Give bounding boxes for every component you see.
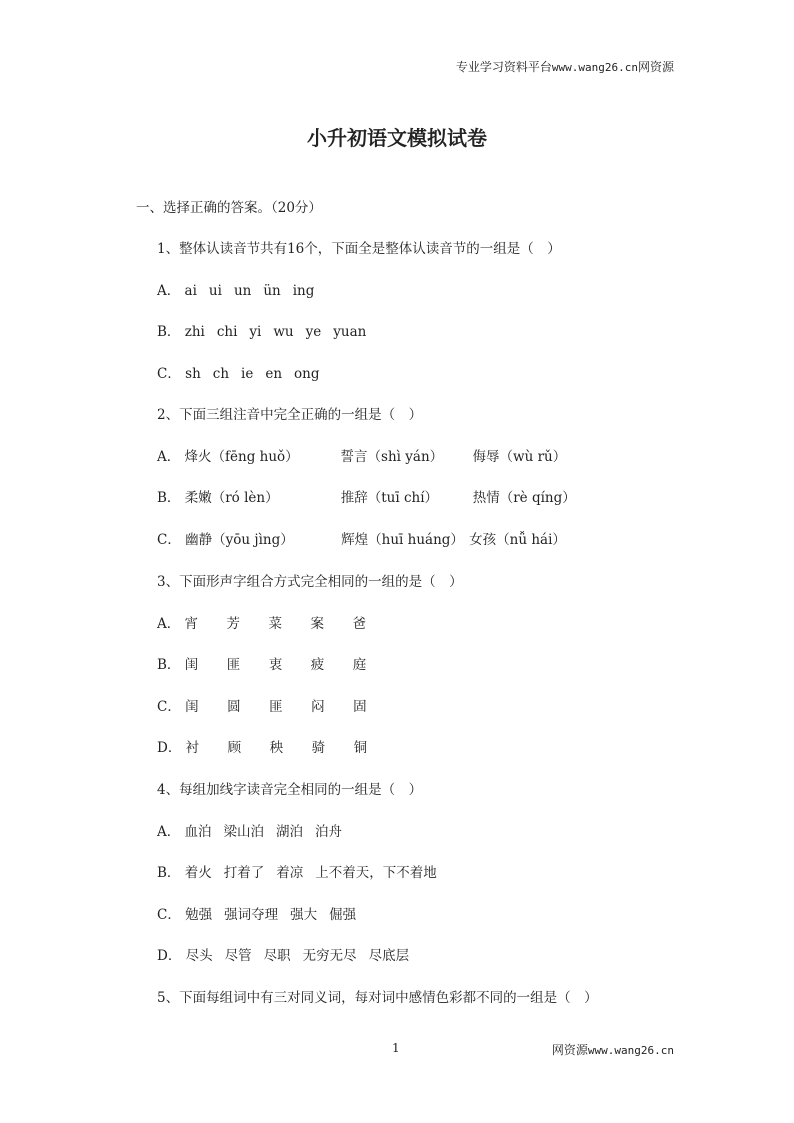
option-item: 尽管 xyxy=(224,948,252,964)
option-label: A． xyxy=(157,616,181,632)
option-item: en xyxy=(265,366,283,382)
option-item: 案 xyxy=(310,616,325,632)
option-item: 勉强 xyxy=(185,907,213,923)
option-item: 尽底层 xyxy=(368,948,410,964)
option-item: 闺 xyxy=(185,699,199,715)
header-url: www.wang26.cn xyxy=(551,61,638,74)
option-item: yi xyxy=(249,324,262,340)
header-suffix: 网资源 xyxy=(637,60,674,74)
option-item: ai xyxy=(184,283,197,299)
option-item: 强大 xyxy=(290,907,318,923)
question-2-option-b xyxy=(157,486,576,506)
option-item: sh xyxy=(185,366,201,382)
question-3-option-b xyxy=(157,653,395,673)
option-item: 泊舟 xyxy=(315,824,343,840)
option-item: 血泊 xyxy=(184,824,212,840)
option-item: 女孩（nǚ hái） xyxy=(469,532,566,548)
question-3-stem: 3、下面形声字组合方式完全相同的一组的是（ ） xyxy=(157,574,463,590)
question-4-option-a xyxy=(157,820,354,840)
option-item: ün xyxy=(263,283,281,299)
option-item: 闺 xyxy=(184,657,199,673)
header-prefix: 专业学习资料平台 xyxy=(455,60,552,74)
option-item: 尽职 xyxy=(263,948,291,964)
option-item: 着火 xyxy=(184,865,212,881)
question-4-stem: 4、每组加线字读音完全相同的一组是（ ） xyxy=(157,782,423,798)
option-item: 爸 xyxy=(352,616,367,632)
question-4-option-c xyxy=(157,903,368,923)
option-item: ong xyxy=(294,366,320,382)
option-item: 骑 xyxy=(311,740,326,756)
option-label: B． xyxy=(157,657,181,673)
question-4-option-d xyxy=(157,944,421,964)
option-label: B． xyxy=(157,324,181,340)
question-3-option-d xyxy=(157,736,396,756)
question-2-option-c xyxy=(157,528,566,548)
footer-url: www.wang26.cn xyxy=(587,1044,674,1057)
option-item: 菜 xyxy=(268,616,283,632)
question-1-option-b xyxy=(157,320,378,340)
option-item: 疲 xyxy=(310,657,325,673)
option-item: ui xyxy=(208,283,222,299)
option-item: 誓言（shì yán） xyxy=(340,449,444,465)
option-label: B． xyxy=(157,490,181,506)
option-label: A． xyxy=(157,449,181,465)
option-label: A． xyxy=(157,824,181,840)
option-label: B． xyxy=(157,865,181,881)
question-1-option-a xyxy=(157,279,326,299)
option-item: wu xyxy=(273,324,294,340)
question-2-stem: 2、下面三组注音中完全正确的一组是（ ） xyxy=(157,407,423,423)
option-item: 芳 xyxy=(226,616,241,632)
option-item: un xyxy=(233,283,252,299)
option-item: 幽静（yōu jìng） xyxy=(185,532,294,548)
page-header xyxy=(456,58,674,75)
option-item: 侮辱（wù rǔ） xyxy=(472,449,567,465)
option-item: 着凉 xyxy=(276,865,304,881)
option-item: 推辞（tuī chí） xyxy=(340,490,439,506)
question-2-option-a xyxy=(157,445,566,465)
option-item: 柔嫩（ró lèn） xyxy=(184,490,279,506)
option-item: 倔强 xyxy=(329,907,357,923)
option-item: zhi xyxy=(184,324,205,340)
question-3-option-c xyxy=(157,695,395,715)
option-item: 烽火（fēng huǒ） xyxy=(184,449,299,465)
option-item: 无穷无尽 xyxy=(302,948,357,964)
footer-prefix: 网资源 xyxy=(551,1043,588,1057)
option-label: D． xyxy=(157,948,182,964)
page-number: 1 xyxy=(392,1041,400,1055)
option-item: 宵 xyxy=(184,616,199,632)
page-footer xyxy=(552,1041,674,1058)
question-1-option-c xyxy=(157,362,332,382)
option-label: C． xyxy=(157,366,181,382)
page-title: 小升初语文模拟试卷 xyxy=(307,126,487,150)
option-item: ie xyxy=(241,366,254,382)
option-item: 秧 xyxy=(269,740,284,756)
section-heading: 一、选择正确的答案。（20分） xyxy=(136,200,322,216)
option-item: 衷 xyxy=(268,657,283,673)
option-item: chi xyxy=(216,324,238,340)
option-item: 匪 xyxy=(269,699,283,715)
question-5-stem: 5、下面每组词中有三对同义词，每对词中感情色彩都不同的一组是（ ） xyxy=(157,990,598,1006)
option-item: ye xyxy=(305,324,322,340)
option-item: 辉煌（huī huáng） xyxy=(341,532,464,548)
option-label: A． xyxy=(157,283,181,299)
option-item: 顾 xyxy=(227,740,242,756)
option-item: 梁山泊 xyxy=(223,824,265,840)
option-item: 圆 xyxy=(227,699,241,715)
question-3-option-a xyxy=(157,612,395,632)
option-label: C． xyxy=(157,532,181,548)
option-label: C． xyxy=(157,907,181,923)
option-item: 闷 xyxy=(311,699,325,715)
question-4-option-b xyxy=(157,861,449,881)
option-label: C． xyxy=(157,699,181,715)
option-item: 强词夺理 xyxy=(224,907,279,923)
option-item: ing xyxy=(292,283,315,299)
option-item: 上不着天，下不着地 xyxy=(315,865,437,881)
option-label: D． xyxy=(157,740,182,756)
option-item: yuan xyxy=(333,324,367,340)
question-1-stem: 1、整体认读音节共有16个，下面全是整体认读音节的一组是（ ） xyxy=(157,241,561,257)
option-item: ch xyxy=(212,366,230,382)
option-item: 衬 xyxy=(185,740,200,756)
option-item: 铜 xyxy=(353,740,368,756)
option-item: 湖泊 xyxy=(276,824,304,840)
option-item: 匪 xyxy=(226,657,241,673)
option-item: 热情（rè qíng） xyxy=(472,490,576,506)
option-item: 庭 xyxy=(352,657,367,673)
option-item: 固 xyxy=(353,699,367,715)
option-item: 打着了 xyxy=(223,865,265,881)
option-item: 尽头 xyxy=(185,948,213,964)
